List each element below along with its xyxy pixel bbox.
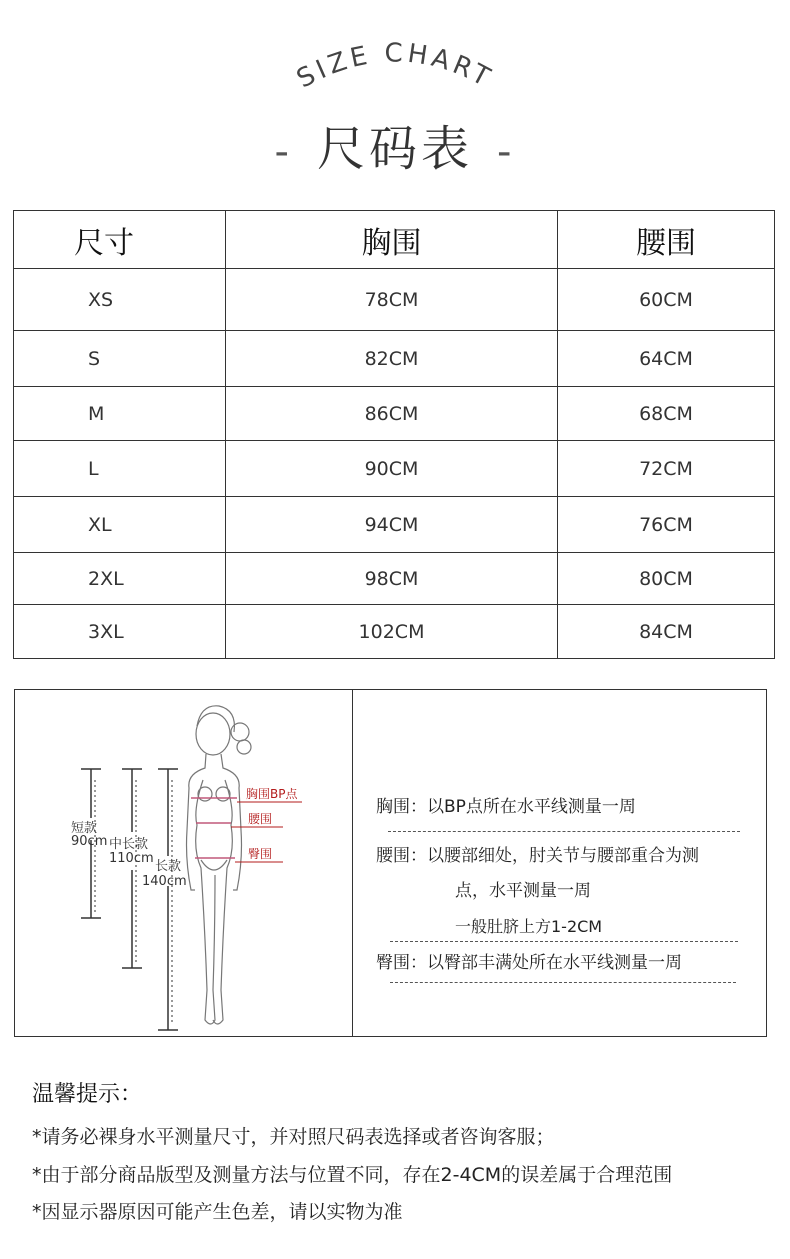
divider-dashed bbox=[390, 982, 736, 983]
waist-cell: 84CM bbox=[639, 620, 693, 643]
title-dash-right: - bbox=[497, 129, 516, 175]
waist-instruction-line3: 一般肚脐上方1-2CM bbox=[455, 917, 603, 936]
size-chart-arc-title bbox=[270, 28, 520, 108]
table-header-row bbox=[14, 211, 775, 269]
tip-item: *由于部分商品版型及测量方法与位置不同，存在2-4CM的误差属于合理范围 bbox=[32, 1164, 673, 1186]
header-waist: 腰围 bbox=[558, 211, 775, 269]
waist-cell: 76CM bbox=[639, 513, 693, 536]
title-dash-left: - bbox=[274, 129, 293, 175]
body-figure-illustration bbox=[15, 690, 352, 1036]
bust-cell: 78CM bbox=[364, 288, 419, 311]
table-row bbox=[14, 605, 775, 659]
hip-instruction: 臀围：以臀部丰满处所在水平线测量一周 bbox=[376, 953, 682, 973]
long-length-value: 140cm bbox=[142, 874, 187, 889]
table-row bbox=[14, 553, 775, 605]
mid-length-value: 110cm bbox=[109, 851, 154, 866]
waist-cell: 60CM bbox=[639, 288, 693, 311]
size-cell: XL bbox=[88, 513, 112, 536]
length-rulers bbox=[81, 769, 178, 1030]
bust-cell: 86CM bbox=[364, 402, 419, 425]
chinese-title: 尺码表 bbox=[316, 121, 473, 177]
hip-label: 臀围 bbox=[248, 847, 273, 861]
table-row bbox=[14, 441, 775, 497]
bust-cell: 90CM bbox=[364, 457, 419, 480]
size-table bbox=[13, 210, 775, 659]
tips-title: 温馨提示： bbox=[32, 1082, 143, 1107]
bust-cell: 98CM bbox=[364, 567, 419, 590]
header-bust: 胸围 bbox=[226, 211, 558, 269]
bust-bp-label: 胸围BP点 bbox=[246, 787, 298, 801]
waist-cell: 80CM bbox=[639, 567, 693, 590]
svg-text:SIZE CHART bbox=[292, 38, 498, 94]
waist-cell: 72CM bbox=[639, 457, 693, 480]
size-cell: S bbox=[88, 347, 101, 370]
table-row bbox=[14, 497, 775, 553]
english-title: SIZE CHART bbox=[292, 38, 499, 95]
divider-dashed bbox=[390, 941, 738, 942]
waist-instruction-line2: 点，水平测量一周 bbox=[455, 881, 591, 901]
bust-cell: 82CM bbox=[364, 347, 419, 370]
size-cell: 3XL bbox=[88, 620, 124, 643]
measure-lines bbox=[191, 798, 237, 858]
mid-length-label: 中长款 bbox=[109, 837, 149, 852]
table-row bbox=[14, 269, 775, 331]
waist-label: 腰围 bbox=[248, 812, 273, 826]
short-length-value: 90cm bbox=[71, 834, 108, 849]
tip-item: *因显示器原因可能产生色差，请以实物为准 bbox=[32, 1201, 403, 1223]
waist-instruction-line1: 腰围：以腰部细处，肘关节与腰部重合为测 bbox=[376, 846, 699, 866]
size-cell: XS bbox=[88, 288, 114, 311]
size-cell: 2XL bbox=[88, 567, 124, 590]
long-length-label: 长款 bbox=[155, 859, 182, 874]
size-cell: M bbox=[88, 402, 105, 425]
tip-item: *请务必裸身水平测量尺寸，并对照尺码表选择或者咨询客服； bbox=[32, 1126, 555, 1148]
divider-dashed bbox=[388, 831, 740, 832]
header-size: 尺寸 bbox=[14, 211, 226, 269]
table-row bbox=[14, 387, 775, 441]
diagram-divider bbox=[352, 690, 353, 1036]
table-row bbox=[14, 331, 775, 387]
bust-cell: 102CM bbox=[358, 620, 425, 643]
short-length-label: 短款 bbox=[71, 821, 98, 836]
size-cell: L bbox=[88, 457, 99, 480]
waist-cell: 68CM bbox=[639, 402, 693, 425]
figure-outline bbox=[187, 706, 252, 1024]
bust-cell: 94CM bbox=[364, 513, 419, 536]
waist-cell: 64CM bbox=[639, 347, 693, 370]
bust-instruction: 胸围：以BP点所在水平线测量一周 bbox=[376, 797, 636, 817]
page-title bbox=[0, 110, 790, 179]
